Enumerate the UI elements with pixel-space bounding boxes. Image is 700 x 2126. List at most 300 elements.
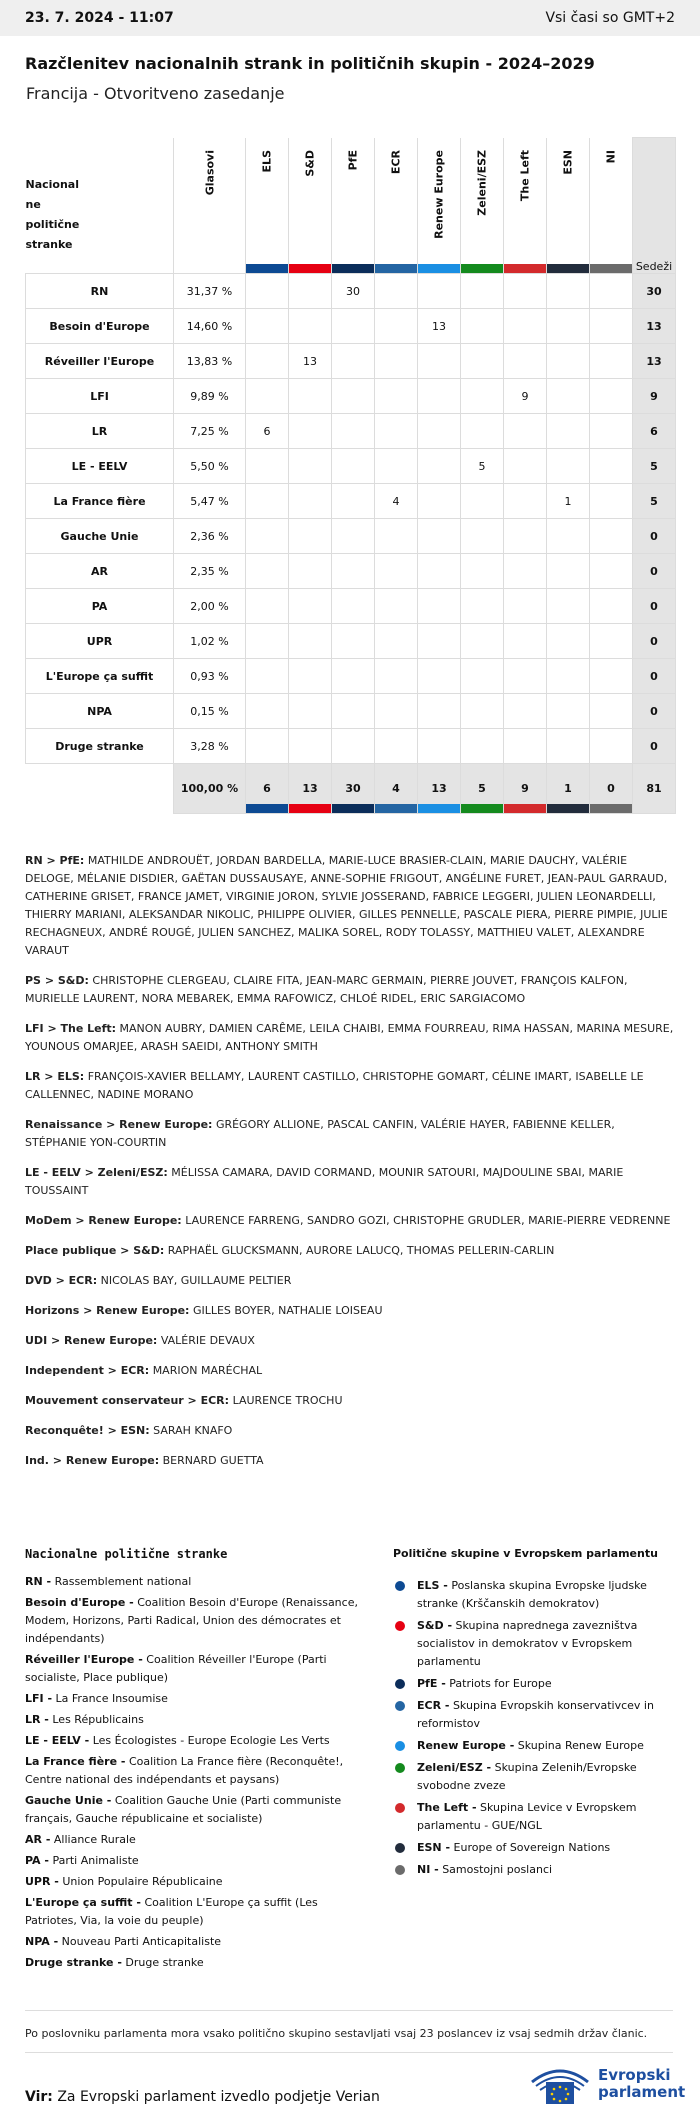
legend-party-full: Les Républicains <box>52 1713 144 1726</box>
legend-group-text <box>417 1799 675 1835</box>
legend-group-text <box>417 1675 552 1693</box>
member-group-entry <box>25 1212 675 1230</box>
legend-party-full: Coalition Gauche Unie (Parti communiste français, Gauche républicaine et socialiste) <box>25 1794 342 1825</box>
legend-group-full: Samostojni poslanci <box>442 1863 553 1876</box>
total-seats-cell: 0 <box>633 589 676 624</box>
totals-group-cell <box>375 764 418 814</box>
seat-count-cell <box>289 694 332 729</box>
seat-count-cell <box>418 729 461 764</box>
member-group-key: DVD > ECR: <box>25 1274 98 1287</box>
member-group-entry <box>25 1392 675 1410</box>
timezone-note: Vsi časi so GMT+2 <box>545 10 675 26</box>
seat-count-cell <box>246 659 289 694</box>
legend-group-abbr: NI - <box>417 1863 439 1876</box>
group-color-dot-icon <box>395 1803 405 1813</box>
legend-party-item <box>25 1651 365 1687</box>
member-group-entry <box>25 1272 675 1290</box>
totals-group-cell <box>504 764 547 814</box>
seat-count-cell <box>504 414 547 449</box>
group-color-dot-icon <box>395 1581 405 1591</box>
group-color-bar <box>461 804 503 813</box>
member-group-entry <box>25 972 675 1008</box>
seat-count-cell <box>332 414 375 449</box>
seat-count-cell <box>504 274 547 309</box>
seat-count-cell <box>590 379 633 414</box>
legend-group-abbr: Zeleni/ESZ - <box>417 1761 492 1774</box>
legend-group-abbr: Renew Europe - <box>417 1739 515 1752</box>
member-names: LAURENCE FARRENG, SANDRO GOZI, CHRISTOPHE GRUDLER, MARIE-PIERRE VEDRENNE <box>185 1214 671 1227</box>
seat-count-cell <box>504 449 547 484</box>
member-names: GRÉGORY ALLIONE, PASCAL CANFIN, VALÉRIE HAYER, FABIENNE KELLER, STÉPHANIE YON-COURTIN <box>25 1118 615 1149</box>
seat-count-cell <box>375 659 418 694</box>
seat-count-cell <box>246 694 289 729</box>
votes-cell: 5,50 % <box>174 449 246 484</box>
legend-group-item <box>393 1577 675 1613</box>
seat-count-cell <box>289 379 332 414</box>
seat-count-cell <box>246 309 289 344</box>
votes-cell: 13,83 % <box>174 344 246 379</box>
member-group-key: Reconquête! > ESN: <box>25 1424 150 1437</box>
group-column-header <box>590 138 633 274</box>
member-names: CHRISTOPHE CLERGEAU, CLAIRE FITA, JEAN-MARC GERMAIN, PIERRE JOUVET, FRANÇOIS KALFON, MURIELLE LAURENT, NORA MEBAREK, EMMA RAFOWICZ, CHLOÉ RIDEL, ERIC SARGIACOMO <box>25 974 628 1005</box>
total-seats-cell: 30 <box>633 274 676 309</box>
members-list <box>25 852 675 1482</box>
legend-party-item <box>25 1573 365 1591</box>
legend-party-item <box>25 1753 365 1789</box>
group-header-label: PfE <box>346 149 360 170</box>
legend-party-full: Coalition La France fière (Reconquête!, Centre national des indépendants et paysans) <box>25 1755 344 1786</box>
party-name: RN <box>26 274 174 309</box>
footnote: Po poslovniku parlamenta mora vsako politično skupino sestavljati vsaj 23 poslancev iz vsaj sedmih držav članic. <box>25 2027 648 2040</box>
member-group-key: LR > ELS: <box>25 1070 85 1083</box>
table-row <box>26 729 676 764</box>
legend-party-abbr: L'Europe ça suffit - <box>25 1896 141 1909</box>
seat-count-cell <box>418 484 461 519</box>
group-color-bar <box>332 264 374 273</box>
party-header-line: stranke <box>25 238 73 252</box>
member-names: LAURENCE TROCHU <box>232 1394 343 1407</box>
member-group-key: Mouvement conservateur > ECR: <box>25 1394 230 1407</box>
legend-parties-title: Nacionalne politične stranke <box>25 1547 228 1561</box>
legend-party-item <box>25 1732 365 1750</box>
seat-count-cell <box>547 344 590 379</box>
legend-party-item <box>25 1792 365 1828</box>
seat-count-cell <box>289 309 332 344</box>
seat-count-cell <box>461 589 504 624</box>
seat-count-cell <box>246 589 289 624</box>
votes-cell: 5,47 % <box>174 484 246 519</box>
legend-group-full: Skupina Renew Europe <box>517 1739 644 1752</box>
seat-count-cell <box>289 659 332 694</box>
legend-party-full: Coalition Besoin d'Europe (Renaissance, Modem, Horizons, Parti Radical, Union des démocrates et indépendants) <box>25 1596 358 1645</box>
legend-group-full: Skupina naprednega zavezništva socialistov in demokratov v Evropskem parlamentu <box>417 1619 638 1668</box>
table-row <box>26 309 676 344</box>
seat-count-cell <box>461 344 504 379</box>
group-color-bar <box>461 264 503 273</box>
totals-group-value: 13 <box>431 782 447 795</box>
legend-party-item <box>25 1594 365 1648</box>
legend-group-item <box>393 1759 675 1795</box>
legend-party-abbr: LFI - <box>25 1692 53 1705</box>
legend-party-full: La France Insoumise <box>55 1692 168 1705</box>
party-name: LR <box>26 414 174 449</box>
legend-party-full: Nouveau Parti Anticapitaliste <box>61 1935 222 1948</box>
seat-count-cell <box>418 554 461 589</box>
seat-count-cell <box>289 729 332 764</box>
seat-count-cell <box>375 554 418 589</box>
table-row <box>26 519 676 554</box>
seats-header-label: Sedeži <box>635 260 673 273</box>
seat-count-cell <box>547 449 590 484</box>
party-name: UPR <box>26 624 174 659</box>
group-color-bar <box>504 804 546 813</box>
page-subtitle: Francija - Otvoritveno zasedanje <box>26 84 285 103</box>
seat-count-cell <box>246 519 289 554</box>
votes-cell: 1,02 % <box>174 624 246 659</box>
seat-count-cell: 4 <box>375 484 418 519</box>
party-name: Gauche Unie <box>26 519 174 554</box>
legend-party-abbr: AR - <box>25 1833 51 1846</box>
member-names: FRANÇOIS-XAVIER BELLAMY, LAURENT CASTILLO, CHRISTOPHE GOMART, CÉLINE IMART, ISABELLE LE CALLENNEC, NADINE MORANO <box>25 1070 644 1101</box>
seat-count-cell <box>504 309 547 344</box>
seat-count-cell <box>590 694 633 729</box>
seat-count-cell <box>461 554 504 589</box>
legend-group-abbr: ECR - <box>417 1699 450 1712</box>
group-color-bar <box>246 264 288 273</box>
legend-party-item <box>25 1831 365 1849</box>
legend-group-text <box>417 1759 675 1795</box>
source-note <box>25 2089 380 2105</box>
seat-count-cell <box>375 589 418 624</box>
legend-group-text <box>417 1617 675 1671</box>
legend-group-item <box>393 1617 675 1671</box>
seat-count-cell <box>461 694 504 729</box>
legend-party-item <box>25 1954 365 1972</box>
group-column-header <box>461 138 504 274</box>
seat-count-cell <box>461 414 504 449</box>
party-name: L'Europe ça suffit <box>26 659 174 694</box>
seat-count-cell <box>246 379 289 414</box>
seat-count-cell <box>547 414 590 449</box>
total-seats-cell: 13 <box>633 344 676 379</box>
legend-group-item <box>393 1675 675 1693</box>
member-group-entry <box>25 1020 675 1056</box>
member-group-entry <box>25 1164 675 1200</box>
total-seats-cell: 5 <box>633 449 676 484</box>
seat-count-cell <box>547 624 590 659</box>
party-name: NPA <box>26 694 174 729</box>
table-row <box>26 659 676 694</box>
member-group-key: PS > S&D: <box>25 974 89 987</box>
group-color-dot-icon <box>395 1621 405 1631</box>
totals-group-value: 13 <box>302 782 318 795</box>
seat-count-cell <box>590 414 633 449</box>
totals-row <box>26 764 676 814</box>
seat-count-cell <box>590 344 633 379</box>
member-names: MANON AUBRY, DAMIEN CARÊME, LEILA CHAIBI, EMMA FOURREAU, RIMA HASSAN, MARINA MESURE, YOUNOUS OMARJEE, ARASH SAEIDI, ANTHONY SMITH <box>25 1022 674 1053</box>
legend-party-item <box>25 1690 365 1708</box>
group-header-label: Renew Europe <box>432 149 446 239</box>
seat-count-cell <box>375 274 418 309</box>
seat-count-cell <box>375 379 418 414</box>
votes-header-label: Glasovi <box>203 149 216 195</box>
seat-count-cell <box>590 729 633 764</box>
group-header-label: The Left <box>518 149 532 201</box>
legend-group-abbr: The Left - <box>417 1801 477 1814</box>
seat-count-cell <box>375 309 418 344</box>
seat-count-cell <box>504 519 547 554</box>
seat-count-cell <box>461 519 504 554</box>
member-group-entry <box>25 1302 675 1320</box>
source-text: Za Evropski parlament izvedlo podjetje Verian <box>57 2089 380 2105</box>
legend-group-abbr: PfE - <box>417 1677 446 1690</box>
party-name: La France fière <box>26 484 174 519</box>
votes-cell: 7,25 % <box>174 414 246 449</box>
group-header-label: NI <box>604 149 618 163</box>
legend-party-full: Parti Animaliste <box>52 1854 139 1867</box>
seat-count-cell <box>418 379 461 414</box>
seat-count-cell <box>375 414 418 449</box>
group-header-label: ELS <box>260 149 274 172</box>
seat-count-cell <box>461 309 504 344</box>
party-name: Druge stranke <box>26 729 174 764</box>
seat-count-cell <box>289 274 332 309</box>
footer-divider <box>25 2010 673 2011</box>
legend-party-abbr: Besoin d'Europe - <box>25 1596 134 1609</box>
seat-count-cell <box>504 729 547 764</box>
totals-group-value: 6 <box>263 782 271 795</box>
totals-votes: 100,00 % <box>174 764 246 814</box>
seat-count-cell <box>246 484 289 519</box>
seat-count-cell <box>590 484 633 519</box>
legend-group-text <box>417 1697 675 1733</box>
seat-count-cell <box>504 659 547 694</box>
totals-group-value: 9 <box>521 782 529 795</box>
total-seats-cell: 0 <box>633 554 676 589</box>
legend-group-text <box>417 1737 644 1755</box>
totals-group-value: 0 <box>607 782 615 795</box>
group-color-bar <box>289 804 331 813</box>
results-table <box>25 137 676 814</box>
seat-count-cell <box>590 274 633 309</box>
legend-party-abbr: La France fière - <box>25 1755 126 1768</box>
seat-count-cell <box>547 379 590 414</box>
legend-national-parties <box>25 1545 365 1975</box>
party-name: Réveiller l'Europe <box>26 344 174 379</box>
group-color-dot-icon <box>395 1843 405 1853</box>
seat-count-cell <box>332 659 375 694</box>
seat-count-cell <box>289 624 332 659</box>
seat-count-cell <box>289 484 332 519</box>
seat-count-cell <box>504 344 547 379</box>
member-names: NICOLAS BAY, GUILLAUME PELTIER <box>100 1274 292 1287</box>
group-column-header <box>504 138 547 274</box>
legend-group-item <box>393 1839 675 1857</box>
seat-count-cell <box>504 484 547 519</box>
legend-group-full: Patriots for Europe <box>449 1677 552 1690</box>
totals-group-cell <box>461 764 504 814</box>
seat-count-cell <box>332 589 375 624</box>
legend-party-abbr: Gauche Unie - <box>25 1794 112 1807</box>
seat-count-cell <box>289 519 332 554</box>
seat-count-cell <box>246 729 289 764</box>
member-names: GILLES BOYER, NATHALIE LOISEAU <box>192 1304 383 1317</box>
legend-group-abbr: ELS - <box>417 1579 448 1592</box>
group-color-dot-icon <box>395 1679 405 1689</box>
seat-count-cell <box>547 554 590 589</box>
group-color-dot-icon <box>395 1741 405 1751</box>
total-seats-cell: 0 <box>633 519 676 554</box>
legend-group-text <box>417 1861 552 1879</box>
legend-party-item <box>25 1894 365 1930</box>
seat-count-cell <box>418 344 461 379</box>
group-header-label: S&D <box>303 149 317 177</box>
member-names: VALÉRIE DEVAUX <box>160 1334 255 1347</box>
totals-group-value: 4 <box>392 782 400 795</box>
legend-group-text <box>417 1839 610 1857</box>
legend-party-abbr: PA - <box>25 1854 49 1867</box>
seat-count-cell <box>461 274 504 309</box>
legend-group-full: Skupina Evropskih konservativcev in reformistov <box>417 1699 654 1730</box>
seat-count-cell <box>332 729 375 764</box>
legend-party-abbr: LR - <box>25 1713 49 1726</box>
seat-count-cell <box>547 659 590 694</box>
seat-count-cell <box>375 624 418 659</box>
group-color-bar <box>375 264 417 273</box>
group-color-dot-icon <box>395 1865 405 1875</box>
legend-party-full: Les Écologistes - Europe Ecologie Les Verts <box>92 1734 330 1747</box>
seat-count-cell <box>332 309 375 344</box>
table-row <box>26 344 676 379</box>
member-group-key: Ind. > Renew Europe: <box>25 1454 160 1467</box>
totals-group-cell <box>547 764 590 814</box>
seat-count-cell: 5 <box>461 449 504 484</box>
seat-count-cell <box>375 729 418 764</box>
member-group-key: Renaissance > Renew Europe: <box>25 1118 213 1131</box>
group-column-header <box>375 138 418 274</box>
member-group-entry <box>25 1452 675 1470</box>
totals-group-value: 30 <box>345 782 361 795</box>
seat-count-cell <box>504 589 547 624</box>
seat-count-cell <box>332 624 375 659</box>
total-seats-cell: 5 <box>633 484 676 519</box>
group-column-header <box>418 138 461 274</box>
member-group-entry <box>25 1332 675 1350</box>
member-group-key: UDI > Renew Europe: <box>25 1334 158 1347</box>
seat-count-cell <box>375 519 418 554</box>
totals-group-value: 5 <box>478 782 486 795</box>
totals-group-value: 1 <box>564 782 572 795</box>
votes-cell: 2,35 % <box>174 554 246 589</box>
seat-count-cell <box>246 449 289 484</box>
member-names: MÉLISSA CAMARA, DAVID CORMAND, MOUNIR SATOURI, MAJDOULINE SBAI, MARIE TOUSSAINT <box>25 1166 624 1197</box>
table-row <box>26 554 676 589</box>
table-row <box>26 414 676 449</box>
seat-count-cell <box>590 624 633 659</box>
legend-party-item <box>25 1711 365 1729</box>
group-color-bar <box>418 264 460 273</box>
table-row <box>26 484 676 519</box>
party-header-line: ne <box>25 198 41 212</box>
party-header-line: Nacional <box>25 178 80 192</box>
seat-count-cell <box>332 344 375 379</box>
footer-divider <box>25 2052 673 2053</box>
seat-count-cell <box>590 519 633 554</box>
totals-group-cell <box>590 764 633 814</box>
seat-count-cell <box>246 344 289 379</box>
total-seats-cell: 9 <box>633 379 676 414</box>
totals-group-cell <box>289 764 332 814</box>
table-row <box>26 274 676 309</box>
seat-count-cell <box>289 589 332 624</box>
legend-party-abbr: RN - <box>25 1575 52 1588</box>
total-seats-cell: 13 <box>633 309 676 344</box>
group-header-label: Zeleni/ESZ <box>475 149 489 216</box>
seat-count-cell: 30 <box>332 274 375 309</box>
legend-party-full: Union Populaire Républicaine <box>62 1875 223 1888</box>
seat-count-cell: 6 <box>246 414 289 449</box>
total-seats-cell: 0 <box>633 659 676 694</box>
totals-group-cell <box>418 764 461 814</box>
legend-party-full: Coalition Réveiller l'Europe (Parti socialiste, Place publique) <box>25 1653 327 1684</box>
seat-count-cell <box>461 379 504 414</box>
votes-cell: 9,89 % <box>174 379 246 414</box>
page-title: Razčlenitev nacionalnih strank in političnih skupin - 2024–2029 <box>25 54 595 73</box>
group-header-label: ECR <box>389 149 403 174</box>
seat-count-cell: 1 <box>547 484 590 519</box>
seat-count-cell <box>332 484 375 519</box>
votes-cell: 2,00 % <box>174 589 246 624</box>
seat-count-cell <box>504 694 547 729</box>
group-color-bar <box>504 264 546 273</box>
legend-group-full: Skupina Levice v Evropskem parlamentu - GUE/NGL <box>417 1801 637 1832</box>
legend-party-item <box>25 1873 365 1891</box>
table-row <box>26 624 676 659</box>
legend-party-item <box>25 1933 365 1951</box>
party-header-line: politične <box>25 218 80 232</box>
seat-count-cell: 13 <box>289 344 332 379</box>
group-column-header <box>289 138 332 274</box>
seat-count-cell: 9 <box>504 379 547 414</box>
member-names: MATHILDE ANDROUËT, JORDAN BARDELLA, MARIE-LUCE BRASIER-CLAIN, MARIE DAUCHY, VALÉRIE DELOGE, MÉLANIE DISDIER, GAËTAN DUSSAUSAYE, ANNE-SOPHIE FRIGOUT, ANGÉLINE FURET, JEAN-PAUL GARRAUD, CATHERINE GRISET, FRANCE JAMET, VIRGINIE JORON, SYLVIE JOSSERAND, FABRICE LEGGERI, JULIEN LEONARDELLI, THIERRY MARIANI, ALEKSANDAR NIKOLIC, PHILIPPE OLIVIER, GILLES PENNELLE, PASCALE PIERA, PIERRE PIMPIE, JULIE RECHAGNEUX, ANDRÉ ROUGÉ, JULIEN SANCHEZ, MALIKA SOREL, RODY TOLASSY, MATTHIEU VALET, ALEXANDRE VARAUT <box>25 854 668 957</box>
table-row <box>26 589 676 624</box>
seat-count-cell <box>246 624 289 659</box>
legend-political-groups <box>393 1545 675 1883</box>
legend-groups-title: Politične skupine v Evropskem parlamentu <box>393 1547 658 1560</box>
seats-column-header <box>633 138 676 274</box>
seat-count-cell <box>504 554 547 589</box>
votes-cell: 0,93 % <box>174 659 246 694</box>
seat-count-cell <box>547 589 590 624</box>
seat-count-cell <box>590 449 633 484</box>
legend-group-abbr: S&D - <box>417 1619 453 1632</box>
member-group-key: RN > PfE: <box>25 854 85 867</box>
group-color-dot-icon <box>395 1763 405 1773</box>
member-group-entry <box>25 1068 675 1104</box>
top-bar <box>0 0 700 36</box>
member-group-entry <box>25 852 675 960</box>
seat-count-cell <box>547 309 590 344</box>
votes-cell: 2,36 % <box>174 519 246 554</box>
seat-count-cell <box>418 589 461 624</box>
seat-count-cell: 13 <box>418 309 461 344</box>
legend-party-abbr: UPR - <box>25 1875 59 1888</box>
logo-text <box>598 2067 685 2101</box>
seat-count-cell <box>332 519 375 554</box>
group-color-bar <box>418 804 460 813</box>
group-color-bar <box>590 804 632 813</box>
votes-cell: 31,37 % <box>174 274 246 309</box>
